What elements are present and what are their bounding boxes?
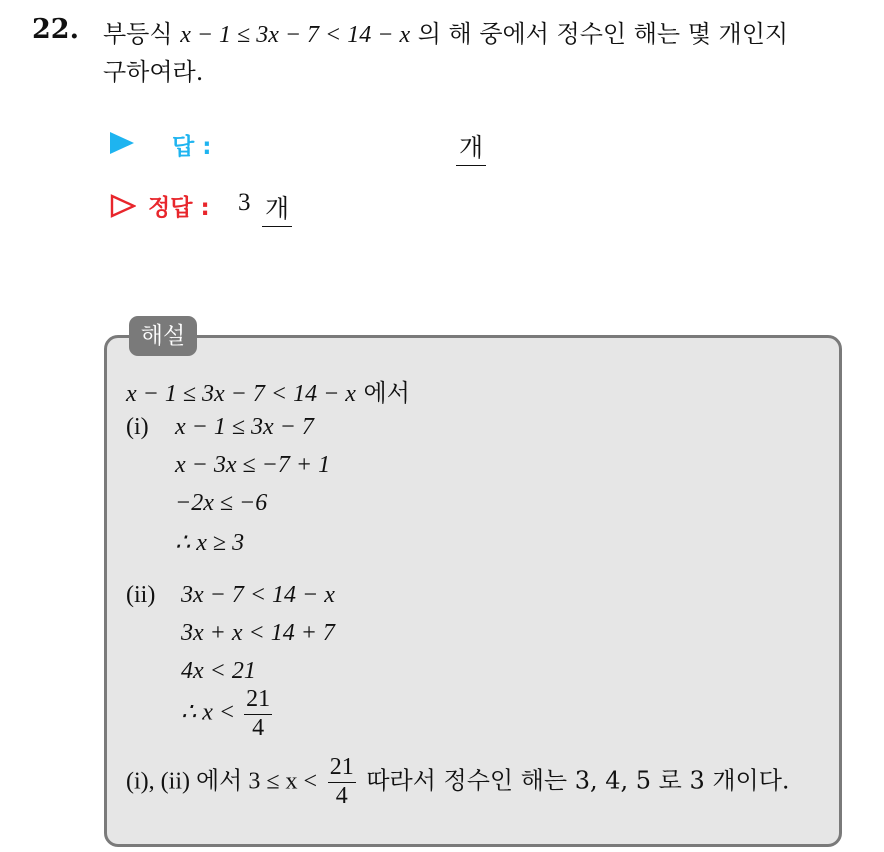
fraction-denominator: 4 — [252, 714, 265, 741]
final-fraction-denominator: 4 — [335, 782, 348, 809]
part1-line-2: x − 3x ≤ −7 + 1 — [175, 452, 331, 478]
solution-line-intro — [126, 373, 410, 408]
part1-line-3: −2x ≤ −6 — [175, 490, 268, 516]
correct-answer-value: 3 — [238, 189, 251, 216]
part2-label: (ii) — [126, 582, 156, 608]
question-text-line1 — [103, 14, 788, 49]
question-inequality: x − 1 ≤ 3x − 7 < 14 − x — [180, 22, 411, 48]
final-fraction — [328, 754, 356, 810]
final-prefix: (i), (ii) 에서 3 ≤ x < — [126, 768, 318, 795]
part1-line-1: x − 1 ≤ 3x − 7 — [175, 414, 314, 440]
solution-tab: 해설 — [129, 316, 197, 356]
fraction-21-over-4 — [244, 686, 272, 742]
question-number: 22. — [32, 14, 79, 45]
solution-final-line — [126, 754, 790, 810]
answer-unit: 개 — [456, 128, 486, 166]
final-suffix: 따라서 정수인 해는 3, 4, 5 로 3 개이다. — [358, 766, 790, 795]
part2-line-1: 3x − 7 < 14 − x — [181, 582, 335, 608]
part1-line-4: ∴ x ≥ 3 — [175, 530, 245, 556]
correct-answer-label: 정답 : — [148, 195, 210, 221]
question-suffix: 의 해 중에서 정수인 해는 몇 개인지 — [410, 20, 789, 48]
fraction-numerator: 21 — [244, 686, 272, 715]
part2-line-4 — [181, 686, 275, 742]
answer-label: 답 : — [172, 134, 212, 160]
part2-line-3: 4x < 21 — [181, 658, 256, 684]
solution-intro-math: x − 1 ≤ 3x − 7 < 14 − x — [126, 381, 356, 407]
correct-answer-unit: 개 — [262, 189, 292, 227]
part1-label: (i) — [126, 414, 149, 440]
question-prefix: 부등식 — [103, 20, 181, 48]
solution-intro-text: 에서 — [355, 379, 410, 407]
play-arrow-icon — [110, 132, 134, 154]
final-fraction-numerator: 21 — [328, 754, 356, 783]
part2-last-prefix: ∴ x < — [181, 699, 236, 726]
question-text-line2: 구하여라. — [103, 58, 204, 86]
outline-arrow-icon — [110, 194, 136, 218]
part2-line-2: 3x + x < 14 + 7 — [181, 620, 335, 646]
